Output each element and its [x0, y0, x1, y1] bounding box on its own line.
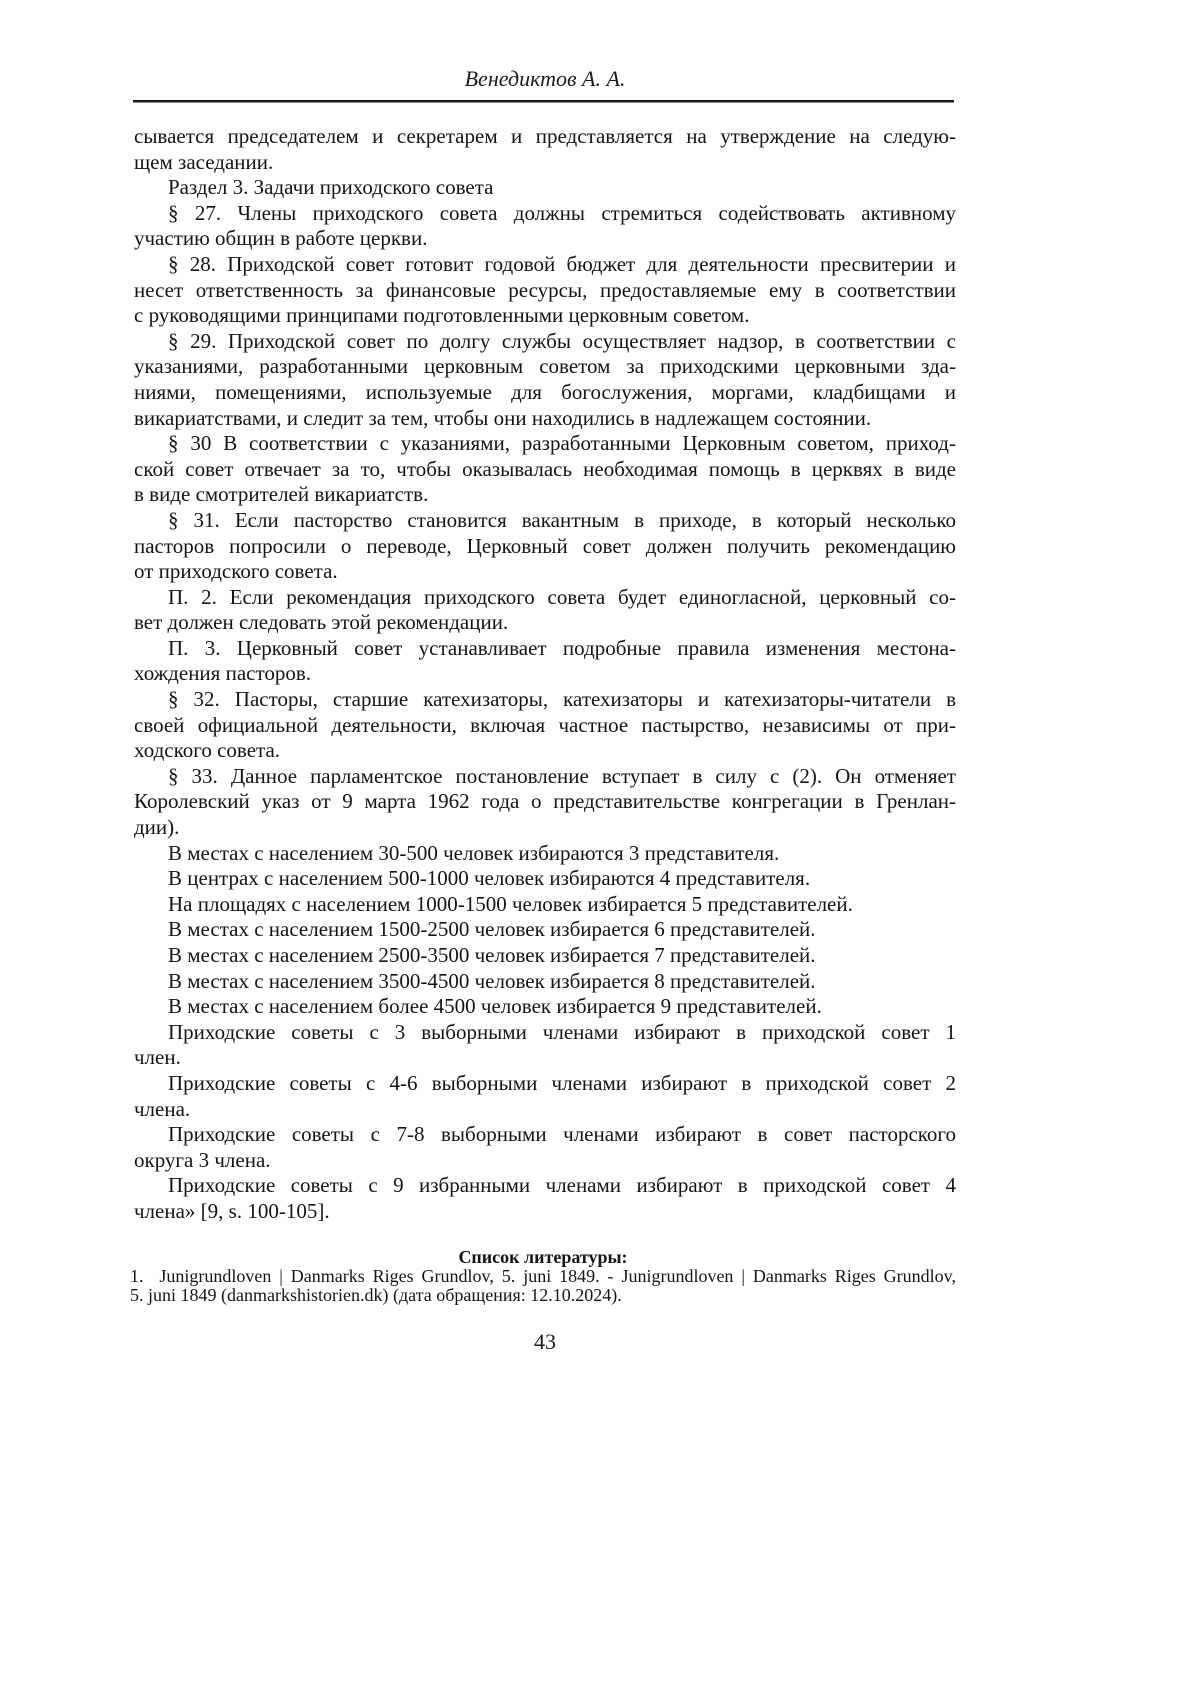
text-line: В местах с населением 3500-4500 человек избирается 8 представителей. — [168, 968, 816, 993]
text-line: В центрах с населением 500-1000 человек избираются 4 представителя. — [168, 866, 811, 891]
running-header-author: Венедиктов А. А. — [464, 66, 626, 91]
text-line: в виде смотрителей викариатств. — [134, 482, 429, 507]
text-line: § 33. Данное парламентское постановление вступает в силу с (2). Он отменяет — [168, 763, 956, 788]
page-number: 43 — [534, 1329, 556, 1354]
text-line: пасторов попросили о переводе, Церковный совет должен получить рекомендацию — [134, 533, 956, 558]
bibliography-title: Список литературы: — [458, 1247, 628, 1267]
text-line: несет ответственность за финансовые ресурсы, предоставляемые ему в соответствии — [134, 277, 956, 302]
text-line: с руководящими принципами подготовленными церковным советом. — [134, 303, 750, 328]
text-line: хождения пасторов. — [134, 661, 312, 686]
text-line: § 27. Члены приходского совета должны стремиться содействовать активному — [168, 200, 956, 225]
text-line: от приходского совета. — [134, 559, 338, 584]
text-line: В местах с населением 1500-2500 человек избирается 6 представителей. — [168, 917, 816, 942]
text-line: П. 3. Церковный совет устанавливает подробные правила изменения местона- — [168, 635, 956, 660]
text-line: § 31. Если пасторство становится вакантным в приходе, в который несколько — [168, 507, 956, 532]
text-line: В местах с населением более 4500 человек избирается 9 представителей. — [168, 994, 822, 1019]
text-line: ниями, помещениями, используемые для богослужения, моргами, кладбищами и — [134, 379, 956, 404]
text-line: дии). — [134, 815, 180, 840]
body-text — [134, 124, 956, 1225]
text-line: члена. — [134, 1096, 191, 1121]
text-line: вет должен следовать этой рекомендации. — [134, 610, 509, 635]
text-line: П. 2. Если рекомендация приходского совета будет единогласной, церковный со- — [168, 584, 956, 609]
text-line: В местах с населением 2500-3500 человек избирается 7 представителей. — [168, 943, 816, 967]
bibliography-list — [130, 1267, 956, 1305]
bibliography-section — [130, 1248, 956, 1305]
text-line: Приходские советы с 4-6 выборными членами избирают в приходской совет 2 — [168, 1070, 956, 1095]
text-line: щем заседании. — [134, 149, 274, 174]
text-line: ходского совета. — [134, 738, 281, 763]
text-line: Приходские советы с 7-8 выборными членами избирают в совет пасторского — [168, 1122, 956, 1147]
text-line: член. — [134, 1045, 181, 1070]
text-line: сывается председателем и секретарем и представляется на утверждение на следую- — [134, 124, 956, 148]
text-line: В местах с населением 30-500 человек избираются 3 представителя. — [168, 840, 780, 865]
bibliography-item-line: 5. juni 1849 (danmarkshistorien.dk) (дата обращения: 12.10.2024). — [130, 1286, 622, 1305]
text-line: § 28. Приходской совет готовит годовой бюджет для деятельности пресвитерии и — [168, 251, 956, 276]
text-line: § 30 В соответствии с указаниями, разработанными Церковным советом, приход- — [168, 431, 956, 456]
text-line: ской совет отвечает за то, чтобы оказывалась необходимая помощь в церквях в виде — [134, 456, 956, 481]
text-line: своей официальной деятельности, включая частное пастырство, независимы от при- — [134, 712, 956, 737]
text-line: § 29. Приходской совет по долгу службы осуществляет надзор, в соответствии с — [168, 328, 956, 353]
text-line: указаниями, разработанными церковным советом за приходскими церковными зда- — [134, 354, 956, 379]
text-line: Раздел 3. Задачи приходского совета — [168, 175, 494, 200]
text-line: члена» [9, s. 100-105]. — [134, 1198, 330, 1223]
bibliography-item-line: 1. Junigrundloven | Danmarks Riges Grundlov, 5. juni 1849. - Junigrundloven | Danmarks Riges Grundlov, — [130, 1267, 956, 1286]
text-line: На площадях с населением 1000-1500 человек избирается 5 представителей. — [168, 891, 853, 916]
text-line: Приходские советы с 9 избранными членами избирают в приходской совет 4 — [168, 1173, 956, 1198]
text-line: § 32. Пасторы, старшие катехизаторы, катехизаторы и катехизаторы-читатели в — [168, 687, 956, 712]
text-line: Приходские советы с 3 выборными членами избирают в приходской совет 1 — [168, 1019, 956, 1044]
header-rule — [133, 100, 954, 103]
text-line: участию общин в работе церкви. — [134, 226, 428, 251]
text-line: округа 3 члена. — [134, 1147, 271, 1172]
text-line: викариатствами, и следит за тем, чтобы они находились в надлежащем состоянии. — [134, 405, 872, 430]
text-line: Королевский указ от 9 марта 1962 года о представительстве конгрегации в Гренлан- — [134, 789, 956, 814]
